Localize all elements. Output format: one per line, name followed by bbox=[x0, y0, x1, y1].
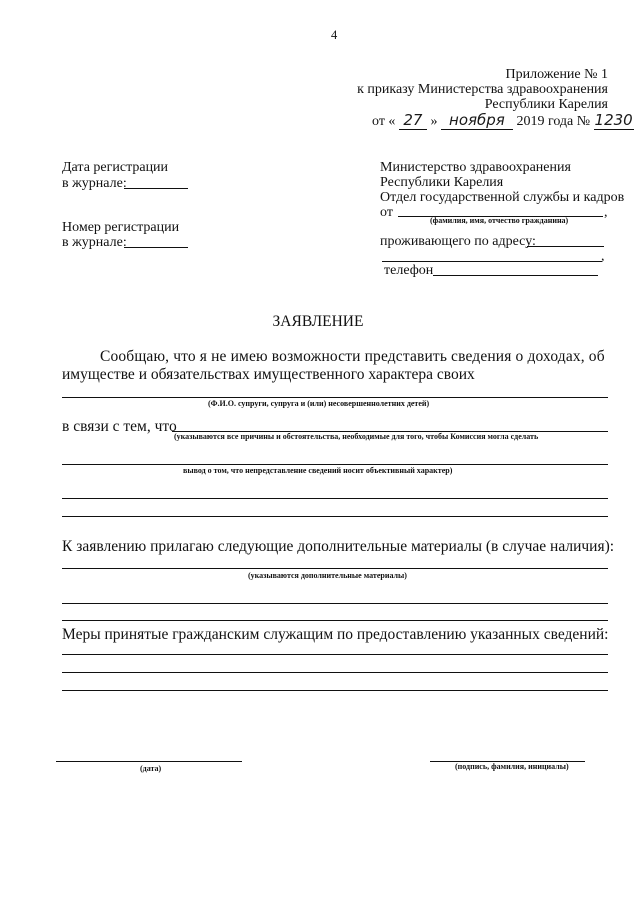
signature-hint: (подпись, фамилия, инициалы) bbox=[455, 762, 569, 771]
date-prefix: от « bbox=[372, 114, 396, 129]
reason-field2[interactable] bbox=[62, 464, 608, 465]
appendix-date-line bbox=[372, 111, 634, 130]
from-hint: (фамилия, имя, отчество гражданина) bbox=[430, 216, 569, 225]
measures-field2[interactable] bbox=[62, 672, 608, 673]
reason-hint2: вывод о том, что непредставление сведений носит объективный характер) bbox=[183, 466, 453, 475]
attach-field1[interactable] bbox=[62, 568, 608, 569]
attach-field3[interactable] bbox=[62, 620, 608, 621]
document-title: ЗАЯВЛЕНИЕ bbox=[272, 313, 364, 330]
paragraph-line1: Сообщаю, что я не имею возможности представить сведения о доходах, об bbox=[100, 348, 605, 365]
date-sign-field[interactable] bbox=[56, 761, 242, 762]
attach-label: К заявлению прилагаю следующие дополнительные материалы (в случае наличия): bbox=[62, 538, 615, 555]
reason-field3[interactable] bbox=[62, 498, 608, 499]
address-label: проживающего по адресу: bbox=[380, 234, 536, 249]
paragraph-line2: имуществе и обязательствах имущественного характера своих bbox=[62, 366, 475, 383]
date-mid: » bbox=[430, 114, 438, 129]
reason-field4[interactable] bbox=[62, 516, 608, 517]
from-comma: , bbox=[604, 205, 608, 220]
date-hint: (дата) bbox=[140, 764, 162, 773]
phone-label: телефон bbox=[384, 263, 434, 278]
attach-field2[interactable] bbox=[62, 603, 608, 604]
phone-field[interactable] bbox=[433, 275, 598, 276]
reg-date-label2: в журнале: bbox=[62, 176, 127, 191]
address-field2[interactable] bbox=[382, 261, 602, 262]
appendix-line3: Республики Карелия bbox=[484, 97, 608, 112]
handwritten-number: 1230 bbox=[594, 111, 633, 129]
reg-num-label1: Номер регистрации bbox=[62, 220, 180, 235]
measures-label: Меры принятые гражданским служащим по предоставлению указанных сведений: bbox=[62, 626, 609, 643]
spouse-field[interactable] bbox=[62, 397, 608, 398]
addressee-line2: Республики Карелия bbox=[380, 175, 504, 190]
reg-num-label2: в журнале: bbox=[62, 235, 127, 250]
spouse-hint: (Ф.И.О. супруги, супруга и (или) несовершеннолетних детей) bbox=[208, 399, 430, 408]
from-label: от bbox=[380, 205, 393, 220]
addressee-line1: Министерство здравоохранения bbox=[380, 160, 571, 175]
measures-field3[interactable] bbox=[62, 690, 608, 691]
addressee-line3: Отдел государственной службы и кадров bbox=[380, 190, 625, 205]
reg-date-label1: Дата регистрации bbox=[62, 160, 169, 175]
address-comma: , bbox=[601, 249, 605, 264]
page-number: 4 bbox=[331, 28, 338, 42]
handwritten-month: ноября bbox=[441, 111, 513, 130]
handwritten-day: 27 bbox=[399, 111, 427, 130]
measures-field1[interactable] bbox=[62, 654, 608, 655]
address-field1[interactable] bbox=[527, 246, 604, 247]
year-text: 2019 года № bbox=[516, 114, 591, 129]
reason-hint1: (указываются все причины и обстоятельства, необходимые для того, чтобы Комиссия могла сделать bbox=[174, 432, 539, 441]
reason-label: в связи с тем, что bbox=[62, 418, 177, 435]
appendix-line2: к приказу Министерства здравоохранения bbox=[357, 82, 608, 97]
appendix-line1: Приложение № 1 bbox=[505, 67, 608, 82]
reg-num-field[interactable] bbox=[124, 247, 188, 248]
reg-date-field[interactable] bbox=[124, 188, 188, 189]
attach-hint: (указываются дополнительные материалы) bbox=[248, 571, 407, 580]
